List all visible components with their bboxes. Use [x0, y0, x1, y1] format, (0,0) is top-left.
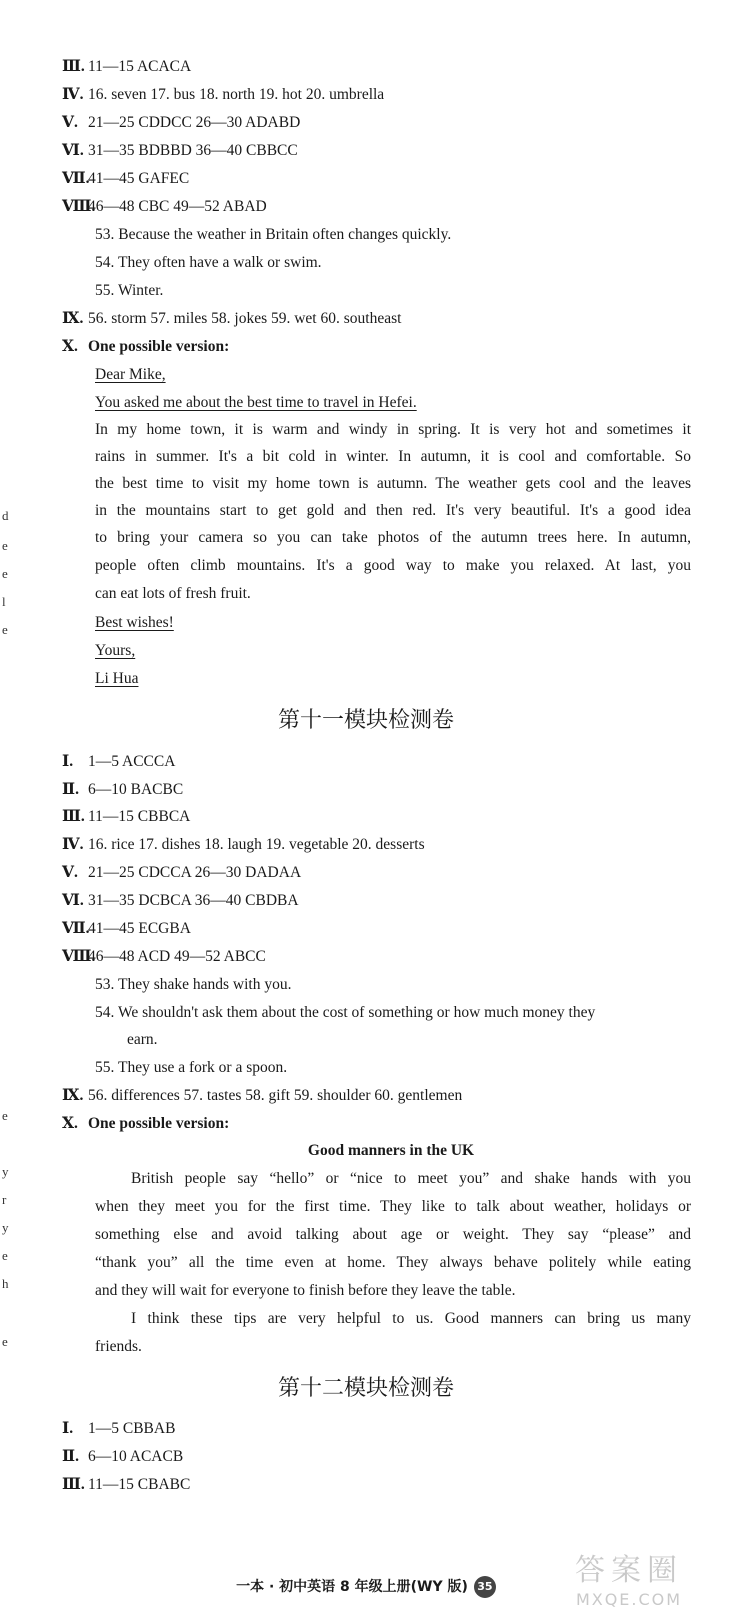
- essay-line: when they meet you for the first time. They like to talk about weather, holidays or: [95, 1198, 691, 1215]
- margin-fragment: y: [2, 1164, 9, 1179]
- answer-line: Ⅸ. 56. differences 57. tastes 58. gift 59. shoulder 60. gentlemen: [62, 1087, 463, 1104]
- page-footer: [0, 1576, 732, 1598]
- answer-line: Ⅷ.46—48 CBC 49—52 ABAD: [62, 198, 267, 215]
- essay-line: and they will wait for everyone to finish before they leave the table.: [95, 1282, 516, 1299]
- answer-line: Ⅵ. 31—35 BDBBD 36—40 CBBCC: [62, 142, 298, 159]
- page-number: 35: [474, 1576, 496, 1598]
- answer-line: Ⅱ. 6—10 ACACB: [62, 1448, 184, 1465]
- essay-line: “thank you” all the time even at home. They always behave politely while eating: [95, 1254, 691, 1271]
- essay-line: friends.: [95, 1338, 142, 1355]
- answer-line: Ⅵ. 31—35 DCBCA 36—40 CBDBA: [62, 892, 299, 909]
- watermark-logo: 答案圈: [575, 1553, 683, 1588]
- letter-body-line: In my home town, it is warm and windy in spring. It is very hot and sometimes it: [95, 421, 691, 438]
- answer-line: Ⅰ. 1—5 CBBAB: [62, 1420, 176, 1437]
- letter-body-line: rains in summer. It's a bit cold in winter. In autumn, it is cool and comfortable. So: [95, 448, 691, 465]
- section-title-12: 第十二模块检测卷: [277, 1376, 454, 1401]
- letter-intro: You asked me about the best time to travel in Hefei.: [95, 394, 417, 411]
- answer-line: Ⅷ.46—48 ACD 49—52 ABCC: [62, 948, 266, 965]
- margin-fragment: e: [2, 1108, 8, 1123]
- answer-subline: earn.: [127, 1031, 158, 1048]
- answer-line: Ⅲ. 11—15 CBABC: [62, 1476, 191, 1493]
- answer-subline: 53. They shake hands with you.: [95, 976, 292, 993]
- margin-fragment: h: [2, 1276, 9, 1291]
- answer-subline: 54. They often have a walk or swim.: [95, 254, 322, 271]
- letter-closing: Best wishes!: [95, 614, 174, 631]
- answer-line: Ⅰ. 1—5 ACCCA: [62, 753, 176, 770]
- answer-line: Ⅱ. 6—10 BACBC: [62, 781, 184, 798]
- answer-line: Ⅸ. 56. storm 57. miles 58. jokes 59. wet 60. southeast: [62, 310, 402, 327]
- writing-heading: Ⅹ. One possible version:: [62, 338, 230, 355]
- answer-subline: 53. Because the weather in Britain often changes quickly.: [95, 226, 452, 243]
- answer-line: Ⅶ.41—45 ECGBA: [62, 920, 191, 937]
- answer-line: Ⅴ. 21—25 CDCCA 26—30 DADAA: [62, 864, 302, 881]
- answer-subline: 55. They use a fork or a spoon.: [95, 1059, 288, 1076]
- answer-line: Ⅴ. 21—25 CDDCC 26—30 ADABD: [62, 114, 301, 131]
- answer-subline: 55. Winter.: [95, 282, 164, 299]
- answer-line: Ⅳ. 16. rice 17. dishes 18. laugh 19. vegetable 20. desserts: [62, 836, 425, 853]
- letter-body-line: people often climb mountains. It's a good way to make you relaxed. At last, you: [95, 557, 691, 574]
- margin-fragment: e: [2, 566, 8, 581]
- margin-fragment: e: [2, 1334, 8, 1349]
- letter-yours: Yours,: [95, 642, 136, 659]
- margin-fragment: y: [2, 1220, 9, 1235]
- answer-line: Ⅳ. 16. seven 17. bus 18. north 19. hot 20. umbrella: [62, 86, 385, 103]
- footer-text: 一本 · 初中英语 8 年级上册(WY 版): [236, 1579, 468, 1595]
- section-title-11: 第十一模块检测卷: [277, 708, 454, 733]
- answer-subline: 54. We shouldn't ask them about the cost of something or how much money they: [95, 1004, 596, 1021]
- margin-fragment: l: [2, 594, 6, 609]
- essay-line: I think these tips are very helpful to us. Good manners can bring us many: [131, 1310, 691, 1327]
- essay-line: British people say “hello” or “nice to meet you” and shake hands with you: [131, 1170, 691, 1187]
- letter-body-line: to bring your camera so you can take photos of the autumn trees here. In autumn,: [95, 529, 691, 546]
- letter-greeting: Dear Mike,: [95, 366, 166, 383]
- margin-fragment: r: [2, 1192, 7, 1207]
- writing-heading: Ⅹ. One possible version:: [62, 1115, 230, 1132]
- essay-title: Good manners in the UK: [307, 1142, 475, 1159]
- watermark-url: MXQE.COM: [575, 1590, 683, 1609]
- margin-fragment: e: [2, 1248, 8, 1263]
- margin-fragment: d: [2, 508, 9, 523]
- margin-fragment: e: [2, 622, 8, 637]
- margin-fragment: e: [2, 538, 8, 553]
- essay-line: something else and avoid talking about age or weight. They say “please” and: [95, 1226, 691, 1243]
- letter-body-line: can eat lots of fresh fruit.: [95, 585, 251, 602]
- answer-line: Ⅲ. 11—15 CBBCA: [62, 808, 191, 825]
- letter-signature: Li Hua: [95, 670, 139, 687]
- letter-body-line: the best time to visit my home town is autumn. The weather gets cool and the leaves: [95, 475, 691, 492]
- answer-line: Ⅲ. 11—15 ACACA: [62, 58, 192, 75]
- answer-line: Ⅶ.41—45 GAFEC: [62, 170, 190, 187]
- letter-body-line: in the mountains start to get gold and then red. It's very beautiful. It's a good idea: [95, 502, 691, 519]
